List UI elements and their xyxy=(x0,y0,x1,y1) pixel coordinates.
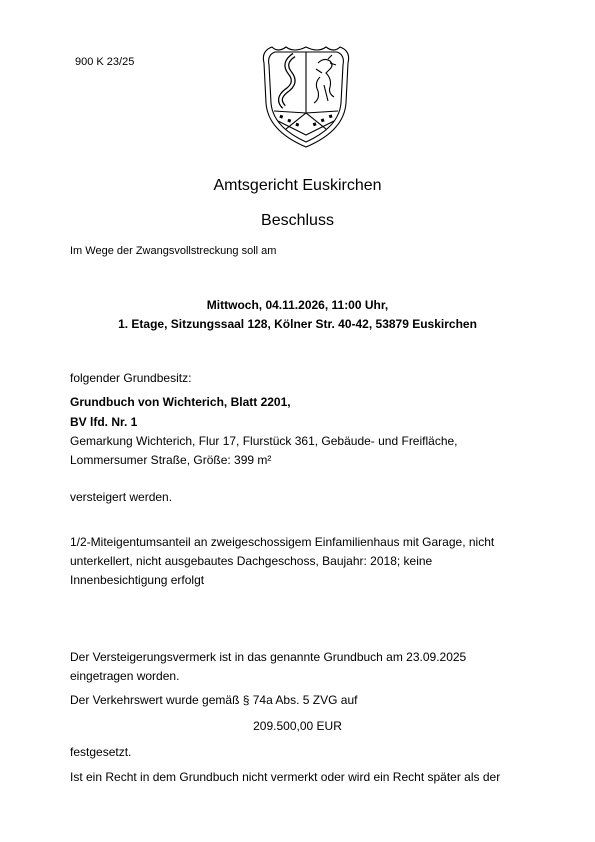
land-register-line-3: Gemarkung Wichterich, Flur 17, Flurstück 361, Gebäude- und Freifläche, xyxy=(70,434,458,448)
last-line-text: Ist ein Recht in dem Grundbuch nicht vermerkt oder wird ein Recht später als der xyxy=(70,770,501,784)
document-title: Beschluss xyxy=(261,212,334,229)
land-register-line-2: BV lfd. Nr. 1 xyxy=(70,415,138,429)
auction-location: 1. Etage, Sitzungssaal 128, Kölner Str. 40-42, 53879 Euskirchen xyxy=(118,317,477,331)
value-intro: Der Verkehrswert wurde gemäß § 74a Abs. 5 ZVG auf xyxy=(70,693,358,707)
auction-date: Mittwoch, 04.11.2026, 11:00 Uhr, xyxy=(206,298,389,312)
property-label: folgender Grundbesitz: xyxy=(70,371,192,385)
intro-text: Im Wege der Zwangsvollstreckung soll am xyxy=(70,245,277,257)
land-register-line-4: Lommersumer Straße, Größe: 399 m² xyxy=(70,453,272,467)
notice-line-2: eingetragen worden. xyxy=(70,669,180,683)
court-name: Amtsgericht Euskirchen xyxy=(213,177,382,194)
value-amount: 209.500,00 EUR xyxy=(253,719,342,733)
fixed-text: festgesetzt. xyxy=(70,745,132,759)
land-register-line-1: Grundbuch von Wichterich, Blatt 2201, xyxy=(70,395,291,409)
coat-of-arms-emblem xyxy=(258,43,354,151)
file-number: 900 K 23/25 xyxy=(75,56,135,68)
notice-line-1: Der Versteigerungsvermerk ist in das genannte Grundbuch am 23.09.2025 xyxy=(70,650,467,664)
description-line-1: 1/2-Miteigentumsanteil an zweigeschossigem Einfamilienhaus mit Garage, nicht xyxy=(70,535,495,549)
description-line-2: unterkellert, nicht ausgebautes Dachgeschoss, Baujahr: 2018; keine xyxy=(70,554,433,568)
description-line-3: Innenbesichtigung erfolgt xyxy=(70,573,205,587)
auctioned-text: versteigert werden. xyxy=(70,490,173,504)
